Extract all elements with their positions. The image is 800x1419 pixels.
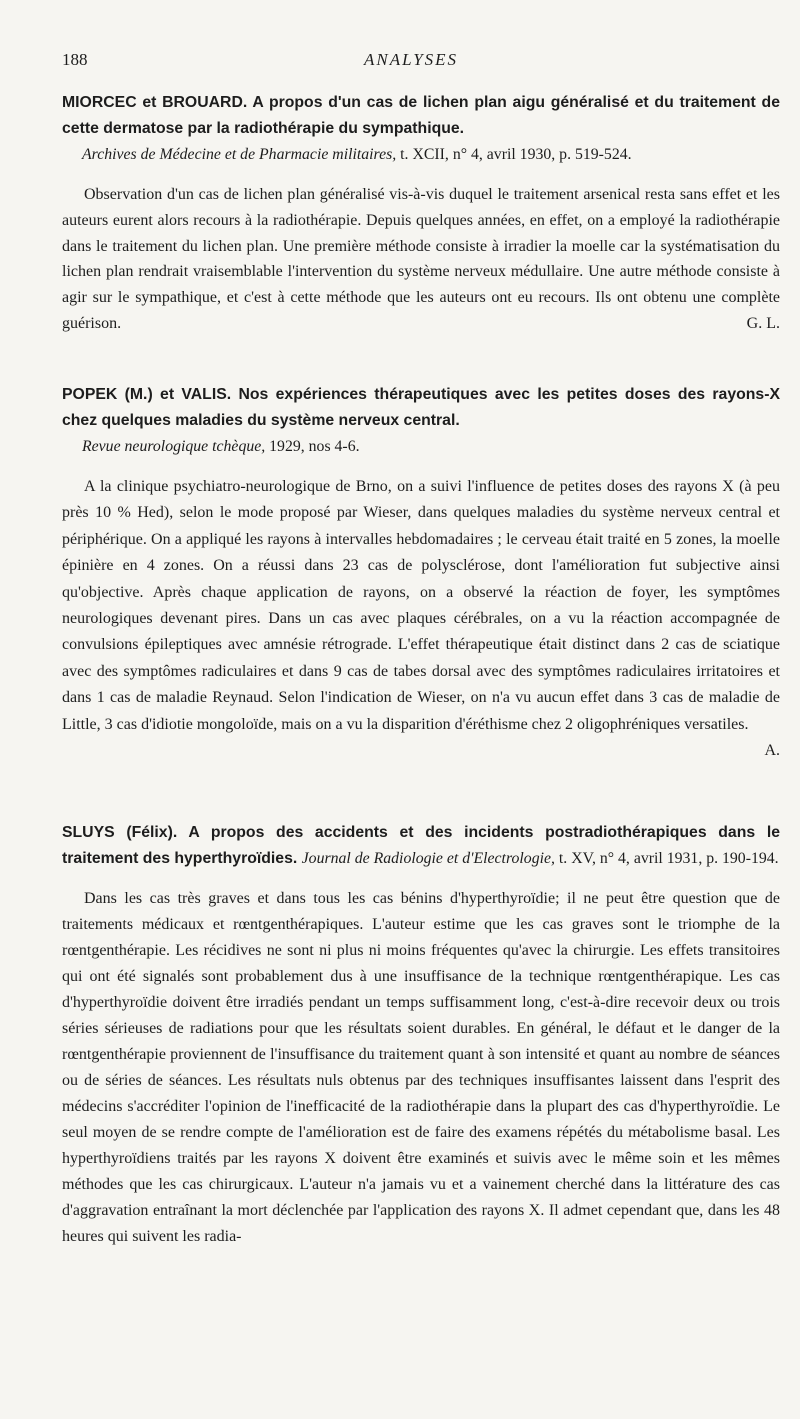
article-abstract <box>62 886 780 1250</box>
article-authors: POPEK (M.) et VALIS. <box>62 386 232 403</box>
page-number: 188 <box>62 50 88 69</box>
article-miorcec-brouard <box>62 90 780 337</box>
article-title: A propos des accidents et des incidents postradiothérapiques dans le traitement des hyperthyroïdies. <box>62 824 780 867</box>
abstract-text: Observation d'un cas de lichen plan généralisé vis-à-vis duquel le traitement arsenical resta sans effet et les auteurs eurent alors recours à la radiothérapie. Depuis quelques années, en effet, on a employé la radiothérapie dans le traitement du lichen plan. Une première méthode consiste à irradier la moelle car la systématisation du lichen plan rendrait vraisemblable l'intervention du système nerveux médullaire. Une autre méthode consiste à agir sur le sympathique, et c'est à cette méthode que les auteurs ont eu recours. Ils ont obtenu une complète guérison. <box>62 186 780 332</box>
article-abstract <box>62 182 780 337</box>
article-title: A propos d'un cas de lichen plan aigu généralisé et du traitement de cette dermatose par la radiothérapie du sympathique. <box>62 94 780 137</box>
source-journal: Revue neurologique tchèque, <box>82 438 266 455</box>
abstract-text: Dans les cas très graves et dans tous les cas bénins d'hyperthyroïdie; il ne peut être question que de traitements médicaux et rœntgenthérapiques. L'auteur estime que les cas graves sont le triomphe de la rœntgenthérapie. Les récidives ne sont ni plus ni moins fréquentes qu'avec la chirurgie. Les effets transitoires qui ont été signalés sont probablement dus à une insuffisance de la technique rœntgenthérapique. Les cas d'hyperthyroïdie doivent être irradiés pendant un temps suffisamment long, c'est-à-dire recevoir deux ou trois séries sérieuses de radiations pour que les résultats soient durables. En général, le défaut et le danger de la rœntgenthérapie proviennent de l'insuffisance du traitement quant à son intensité et quant au nombre de séances ou de séries de séances. Les résultats nuls obtenus par des techniques insuffisantes laissent dans l'esprit des médecins s'accréditer l'opinion de l'inefficacité de la radiothérapie dans la plupart des cas d'hyperthyroïdie. Le seul moyen de se rendre compte de l'amélioration est de faire des examens répétés du métabolisme basal. Les hyperthyroïdiens traités par les rayons X doivent être examinés et suivis avec le même soin et les mêmes méthodes que les cas chirurgicaux. L'auteur n'a jamais vu et a vainement cherché dans la littérature des cas d'aggravation entraînant la mort déclenchée par l'application des rayons X. Il admet cependant que, dans les 48 heures qui suivent les radia- <box>62 890 780 1245</box>
source-details: t. XCII, n° 4, avril 1930, p. 519-524. <box>396 146 632 163</box>
source-journal: Archives de Médecine et de Pharmacie militaires, <box>82 146 397 163</box>
source-details: t. XV, n° 4, avril 1931, p. 190-194. <box>554 850 779 867</box>
page-header <box>62 50 760 76</box>
article-source <box>62 142 780 168</box>
article-heading <box>62 382 780 460</box>
abstract-signature: G. L. <box>746 314 780 332</box>
article-heading <box>62 820 780 872</box>
article-popek-valis <box>62 382 780 764</box>
article-title: Nos expériences thérapeutiques avec les petites doses des rayons-X chez quelques maladies du système nerveux central. <box>62 386 780 429</box>
abstract-signature: A. <box>764 742 780 760</box>
article-heading <box>62 90 780 168</box>
article-abstract <box>62 474 780 760</box>
source-journal: Journal de Radiologie et d'Electrologie, <box>301 850 555 867</box>
article-source <box>302 850 779 867</box>
abstract-text: A la clinique psychiatro-neurologique de Brno, on a suivi l'influence de petites doses des rayons X (à peu près 10 % Hed), selon le mode proposé par Wieser, dans quelques maladies du système nerveux central et périphérique. On a appliqué les rayons à intervalles hebdomadaires ; le cerveau était traité en 5 zones, la moelle épinière en 4 zones. On a réussi dans 23 cas de polysclérose, dont l'amélioration fut subjective ainsi qu'objective. Après chaque application de rayons, on a observé la réaction de foyer, les symptômes neurologiques devenant pires. Dans un cas avec plaques cérébrales, on a vu la réaction accompagnée de convulsions épileptiques avec amnésie rétrograde. L'effet thérapeutique était distinct dans 2 cas de sciatique avec des symptômes radiculaires et dans 9 cas de tabes dorsal avec des symptômes radiculaires irritatoires et dans 1 cas de maladie Reynaud. Selon l'indication de Wieser, on n'a vu aucun effet dans 3 cas de maladie de Little, 3 cas d'idiotie mongoloïde, mais on a vu la disparition d'éréthisme chez 2 oligophréniques versatiles. <box>62 478 780 733</box>
article-authors: MIORCEC et BROUARD. <box>62 94 248 111</box>
article-source <box>62 434 780 460</box>
article-authors: SLUYS (Félix). <box>62 824 178 841</box>
running-head: ANALYSES <box>363 50 459 69</box>
article-sluys <box>62 820 780 1250</box>
source-details: 1929, nos 4-6. <box>265 438 360 455</box>
